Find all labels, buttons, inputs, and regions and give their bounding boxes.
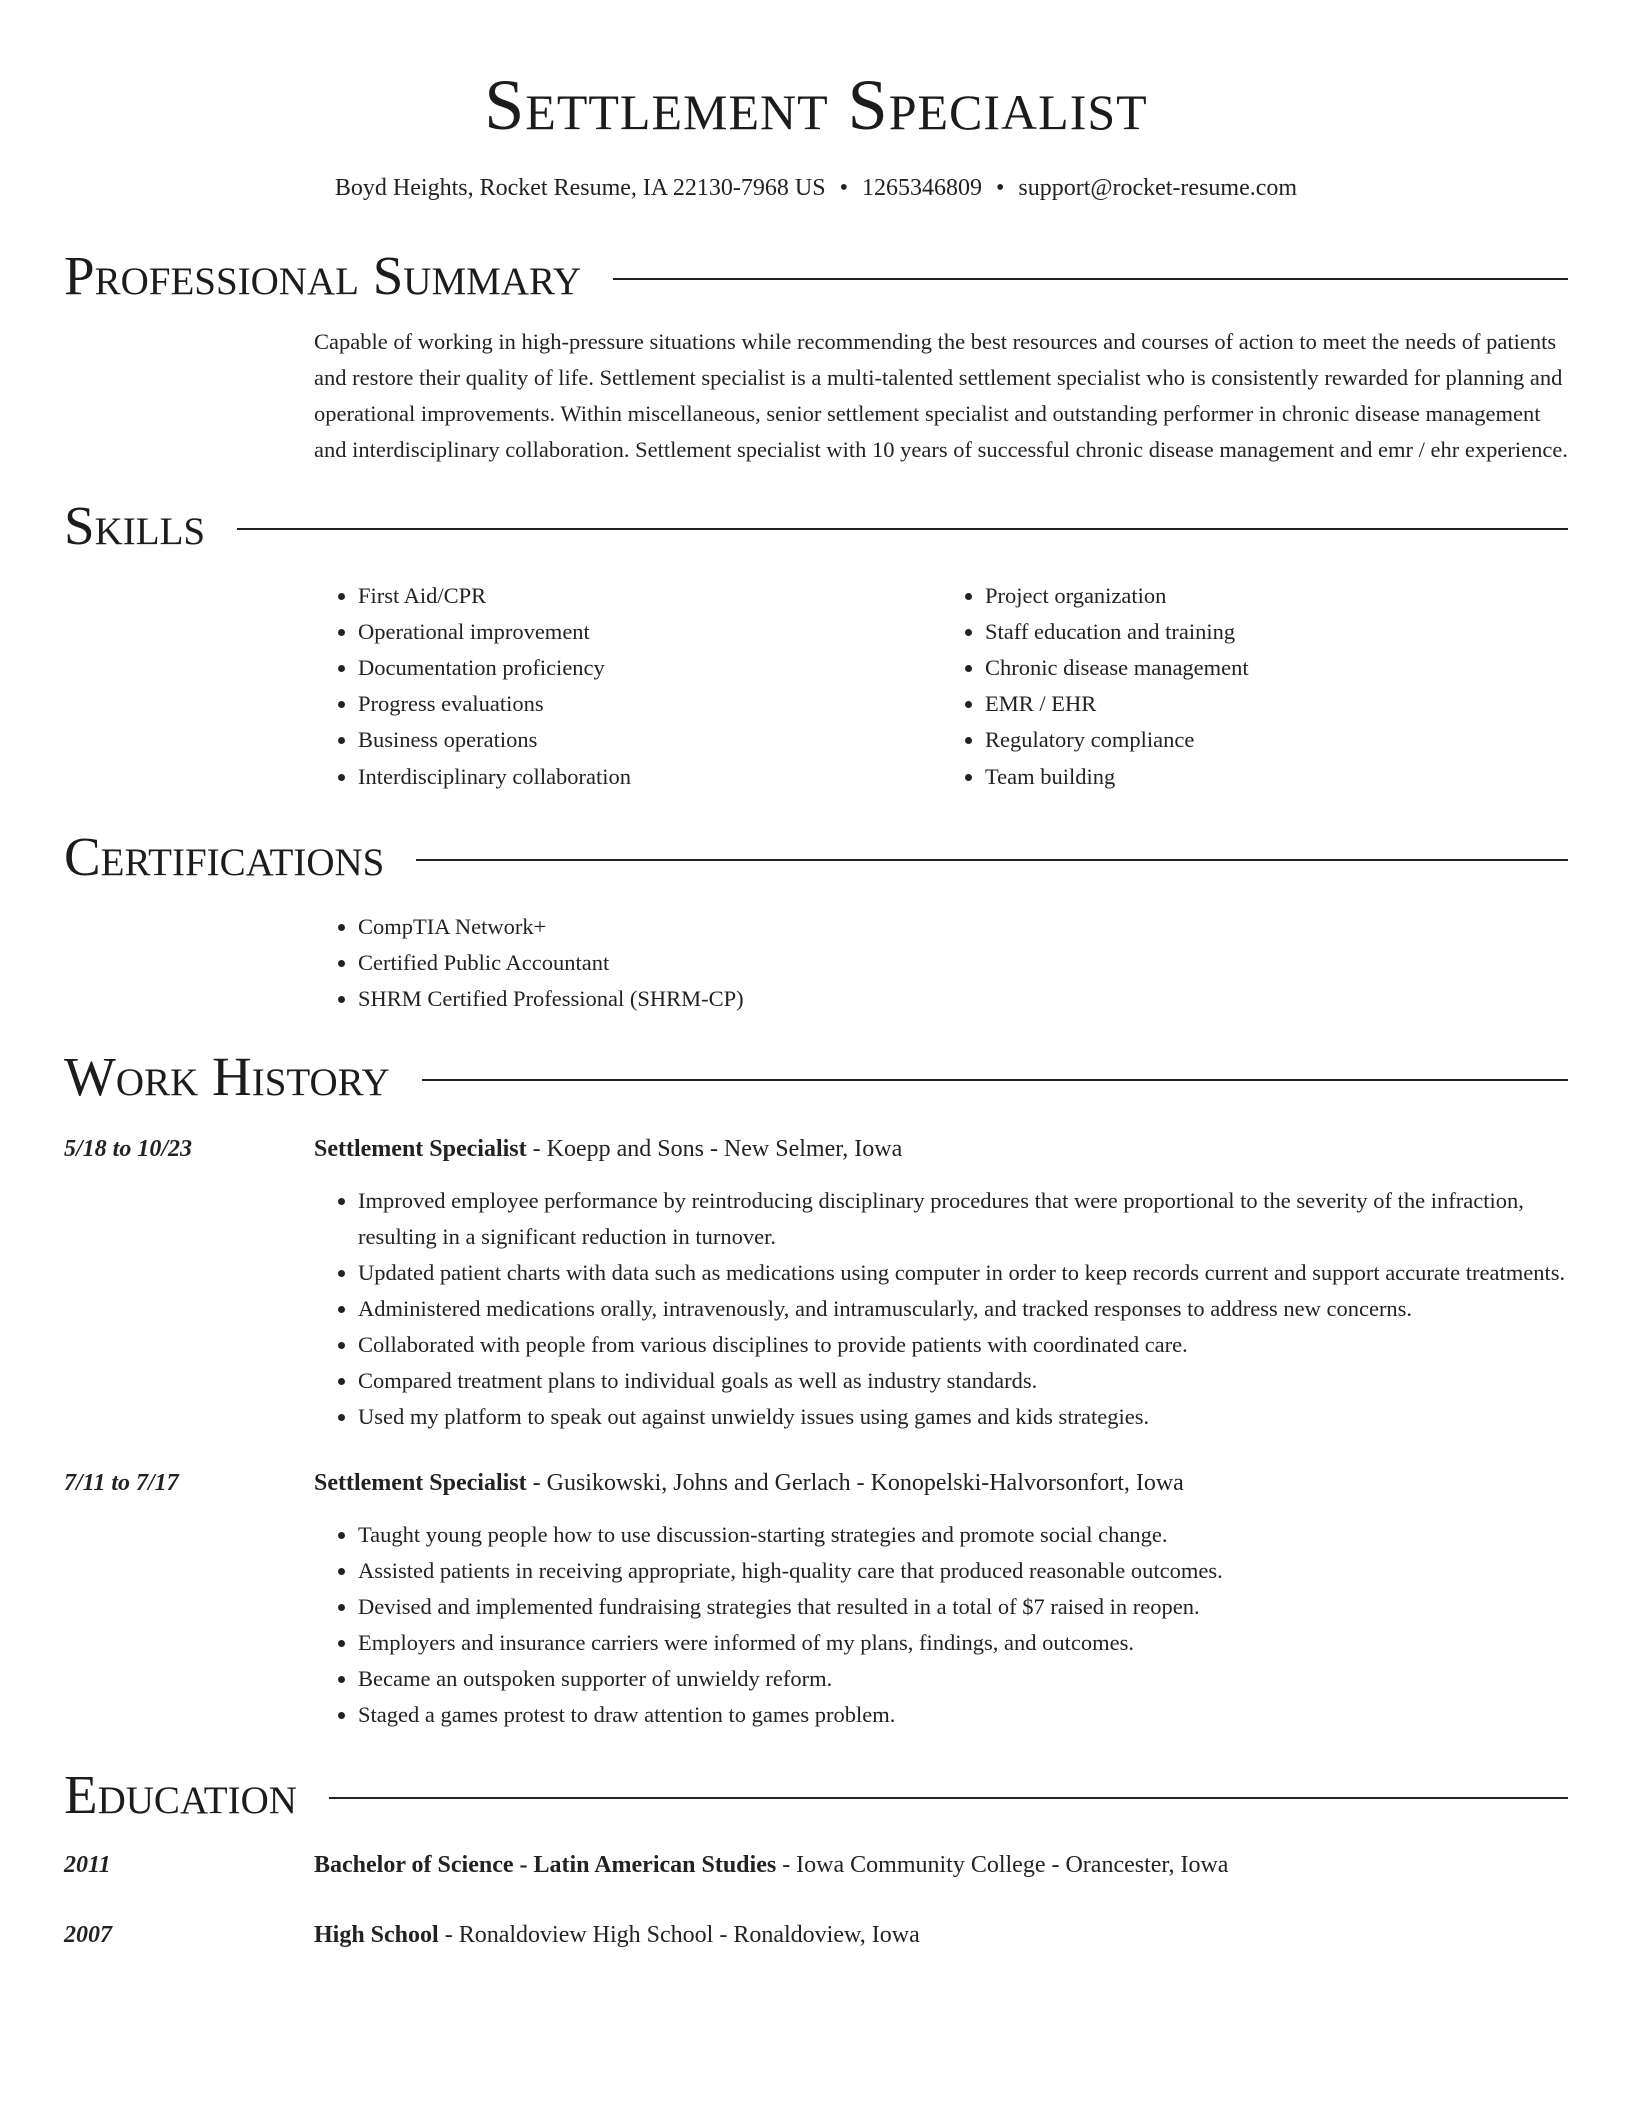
job-bullet: • Became an outspoken supporter of unwieldy reform. <box>358 1661 1568 1697</box>
contact-address: Boyd Heights, Rocket Resume, IA 22130-7968 US <box>334 175 826 201</box>
job-details: - Gusikowski, Johns and Gerlach - Konopelski-Halvorsonfort, Iowa <box>526 1470 1184 1496</box>
summary-text: Capable of working in high-pressure situations while recommending the best resources and courses of action to meet the needs of patients and restore their quality of life. Settlement specialist is a multi-talented settlement specialist who is consistently rewarded for planning and operational improvements. Within miscellaneous, senior settlement specialist and outstanding performer in chronic disease management and interdisciplinary collaboration. Settlement specialist with 10 years of successful chronic disease management and emr / ehr experience. <box>314 329 1568 462</box>
job-body <box>314 1465 1568 1733</box>
certification-item: • SHRM Certified Professional (SHRM-CP) <box>358 981 1568 1017</box>
certifications-block <box>314 909 1568 1017</box>
section-divider <box>329 1797 1568 1799</box>
job-bullets <box>314 1517 1568 1733</box>
education-year: 2011 <box>64 1852 111 1878</box>
education-degree: Bachelor of Science - Latin American Studies <box>314 1852 777 1878</box>
job-bullet: • Improved employee performance by reintroducing disciplinary procedures that were proportional to the severity of the infraction, resulting in a significant reduction in turnover. <box>358 1183 1568 1255</box>
job-entry <box>64 1465 1568 1733</box>
certification-item: • CompTIA Network+ <box>358 909 1568 945</box>
skill-item: • Project organization <box>985 578 1568 614</box>
skills-title: Skills <box>64 495 206 556</box>
education-entry <box>64 1847 1568 1883</box>
job-bullet: • Employers and insurance carriers were informed of my plans, findings, and outcomes. <box>358 1625 1568 1661</box>
skill-item: • Team building <box>985 759 1568 795</box>
skills-section-header <box>64 494 1568 558</box>
education-entry <box>64 1917 1568 1953</box>
work-section-header <box>64 1045 1568 1109</box>
education-line <box>314 1847 1228 1883</box>
certifications-list <box>314 909 1568 1017</box>
certifications-title: Certifications <box>64 826 385 887</box>
contact-separator: • <box>995 175 1005 201</box>
education-details: - Ronaldoview High School - Ronaldoview, Iowa <box>438 1922 920 1948</box>
skill-item: • Documentation proficiency <box>358 650 941 686</box>
certification-item: • Certified Public Accountant <box>358 945 1568 981</box>
job-dates: 5/18 to 10/23 <box>64 1136 193 1162</box>
skill-item: • Regulatory compliance <box>985 722 1568 758</box>
skill-item: • Operational improvement <box>358 614 941 650</box>
job-entry <box>64 1131 1568 1435</box>
skill-item: • Business operations <box>358 722 941 758</box>
job-details: - Koepp and Sons - New Selmer, Iowa <box>526 1136 903 1162</box>
job-role: Settlement Specialist <box>314 1470 527 1496</box>
job-bullet: • Administered medications orally, intravenously, and intramuscularly, and tracked responses to address new concerns. <box>358 1291 1568 1327</box>
resume-name: Settlement Specialist <box>484 65 1148 145</box>
job-body <box>314 1131 1568 1435</box>
job-bullet: • Assisted patients in receiving appropriate, high-quality care that produced reasonable outcomes. <box>358 1553 1568 1589</box>
job-bullet: • Compared treatment plans to individual goals as well as industry standards. <box>358 1363 1568 1399</box>
education-details: - Iowa Community College - Orancester, Iowa <box>776 1852 1229 1878</box>
job-role: Settlement Specialist <box>314 1136 527 1162</box>
job-bullet: • Collaborated with people from various disciplines to provide patients with coordinated care. <box>358 1327 1568 1363</box>
job-bullet: • Used my platform to speak out against unwieldy issues using games and kids strategies. <box>358 1399 1568 1435</box>
job-title-line <box>314 1131 1568 1167</box>
skill-item: • Progress evaluations <box>358 686 941 722</box>
skills-columns <box>314 578 1568 795</box>
contact-email[interactable]: support@rocket-resume.com <box>1018 175 1298 201</box>
contact-phone: 1265346809 <box>861 175 982 201</box>
summary-title: Professional Summary <box>64 245 582 306</box>
skills-list-right <box>941 578 1568 795</box>
job-bullets <box>314 1183 1568 1435</box>
job-title-line <box>314 1465 1568 1501</box>
contact-separator: • <box>839 175 848 201</box>
skill-item: • Interdisciplinary collaboration <box>358 759 941 795</box>
skill-item: • First Aid/CPR <box>358 578 941 614</box>
education-degree: High School <box>314 1922 439 1948</box>
skill-item: • EMR / EHR <box>985 686 1568 722</box>
work-title: Work History <box>64 1046 390 1107</box>
job-bullet: • Updated patient charts with data such as medications using computer in order to keep records current and support accurate treatments. <box>358 1255 1568 1291</box>
certifications-section-header <box>64 825 1568 889</box>
skill-item: • Staff education and training <box>985 614 1568 650</box>
job-bullet: • Staged a games protest to draw attention to games problem. <box>358 1697 1568 1733</box>
section-divider <box>613 278 1568 280</box>
skill-item: • Chronic disease management <box>985 650 1568 686</box>
education-title: Education <box>64 1764 297 1825</box>
section-divider <box>422 1079 1568 1081</box>
education-year: 2007 <box>64 1922 112 1948</box>
skills-list-left <box>314 578 941 795</box>
contact-line <box>64 172 1568 204</box>
summary-section-header <box>64 244 1568 308</box>
job-dates: 7/11 to 7/17 <box>64 1470 179 1496</box>
education-section-header <box>64 1763 1568 1827</box>
job-bullet: • Taught young people how to use discussion-starting strategies and promote social change. <box>358 1517 1568 1553</box>
section-divider <box>237 528 1568 530</box>
section-divider <box>416 859 1568 861</box>
education-line <box>314 1917 920 1953</box>
job-bullet: • Devised and implemented fundraising strategies that resulted in a total of $7 raised in reopen. <box>358 1589 1568 1625</box>
